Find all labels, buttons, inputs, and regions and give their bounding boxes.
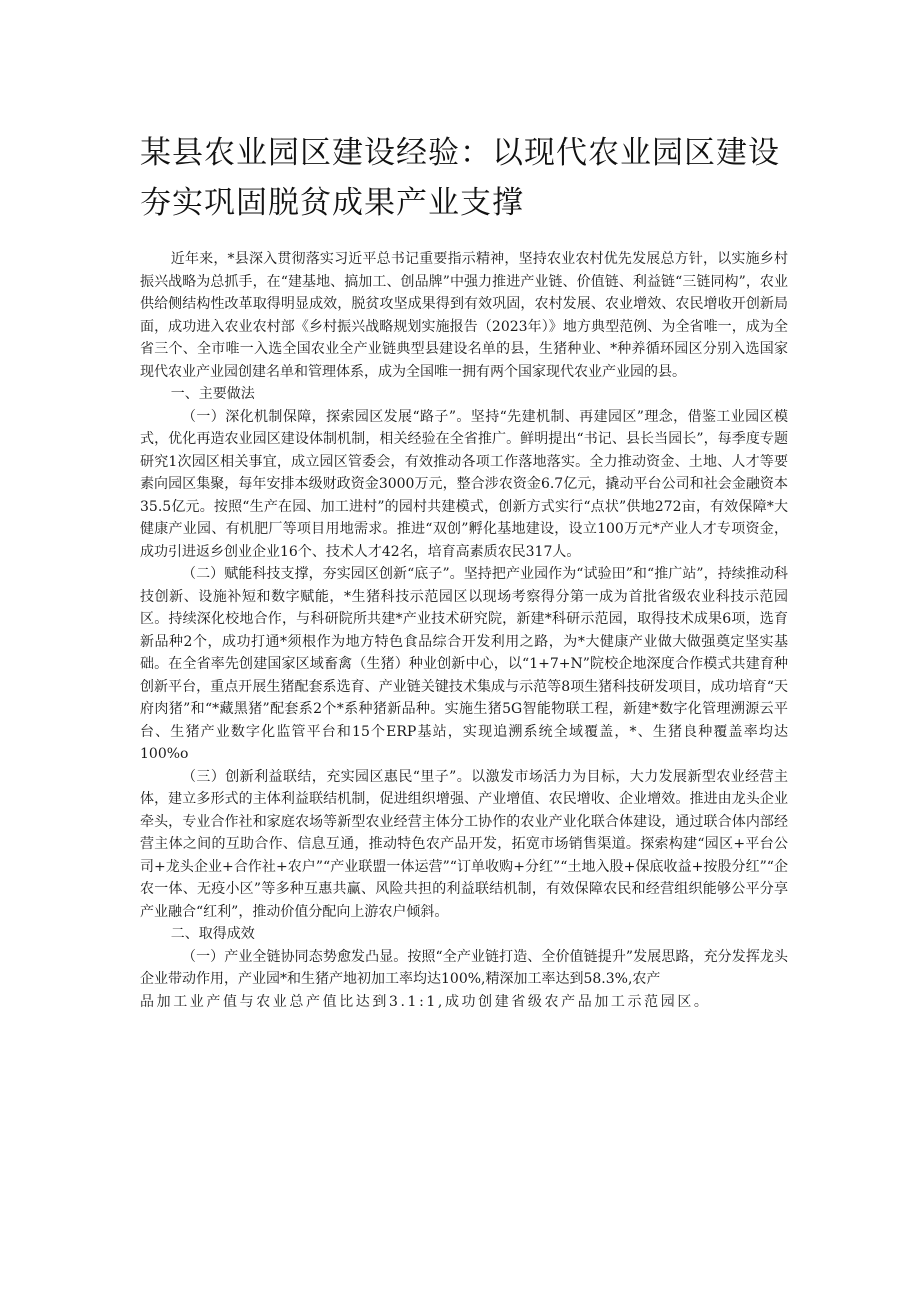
paragraph-industry-chain-last-line: 品加工业产值与农业总产值比达到3.1:1,成功创建省级农产品加工示范园区。 — [140, 993, 711, 1010]
paragraph-industry-chain: （一）产业全链协同态势愈发凸显。按照“全产业链打造、全价值链提升”发展思路，充分发挥龙头企业带动作用，产业园*和生猪产地初加工率均达100%,精深加工率达到58.3%,农产 — [140, 948, 788, 987]
intro-paragraph: 近年来，*县深入贯彻落实习近平总书记重要指示精神，坚持农业农村优先发展总方针，以实施乡村振兴战略为总抓手，在“建基地、搞加工、创品牌”中强力推进产业链、价值链、利益链“三链同构”，农业供给侧结构性改革取得明显成效，脱贫攻坚成果得到有效巩固，农村发展、农业增效、农民增收开创新局面，成功进入农业农村部《乡村振兴战略规划实施报告（2023年）》地方典型范例、为全省唯一，成为全省三个、全市唯一入选全国农业全产业链典型县建设名单的县，生猪种业、*种养循环园区分别入选国家现代农业产业园创建名单和管理体系，成为全国唯一拥有两个国家现代农业产业园的县。 — [140, 251, 788, 380]
document-title: 某县农业园区建设经验：以现代农业园区建设夯实巩固脱贫成果产业支撑 — [140, 135, 780, 221]
paragraph-mechanism: （一）深化机制保障，探索园区发展“路子”。坚持“先建机制、再建园区”理念，借鉴工业园区模式，优化再造农业园区建设体制机制，相关经验在全省推广。鲜明提出“书记、县长当园长”，每季度专题研究1次园区相关事宜，成立园区管委会，有效推动各项工作落地落实。全力推动资金、土地、人才等要素向园区集聚，每年安排本级财政资金3000万元，整合涉农资金6.7亿元，撬动平台公司和社会金融资本35.5亿元。按照“生产在园、加工进村”的园村共建模式，创新方式实行“点状”供地272亩，有效保障*大健康产业园、有机肥厂等项目用地需求。推进“双创”孵化基地建设，设立100万元*产业人才专项资金，成功引进返乡创业企业16个、技术人才42名，培育高素质农民317人。 — [140, 408, 788, 560]
section-heading-main-practices: 一、主要做法 — [170, 386, 255, 402]
paragraph-benefit-linkage: （三）创新利益联结，充实园区惠民“里子”。以激发市场活力为目标，大力发展新型农业经营主体，建立多形式的主体利益联结机制，促进组织增强、产业增值、农民增收、企业增效。推进由龙头企业牵头，专业合作社和家庭农场等新型农业经营主体分工协作的农业产业化联合体建设，通过联合体内部经营主体之间的互助合作、信息互通，推动特色农产品开发，拓宽市场销售渠道。探索构建“园区+平台公司+龙头企业+合作社+农户”“产业联盟一体运营”“订单收购+分红”“土地入股+保底收益+按股分红”“企农一体、无疫小区”等多种互惠共赢、风险共担的利益联结机制，有效保障农民和经营组织能够公平分享产业融合“红利”，推动价值分配向上游农户倾斜。 — [140, 768, 788, 920]
paragraph-technology: （二）赋能科技支撑，夯实园区创新“底子”。坚持把产业园作为“试验田”和“推广站”，持续推动科技创新、设施补短和数字赋能，*生猪科技示范园区以现场考察得分第一成为首批省级农业科技示范园区。持续深化校地合作，与科研院所共建*产业技术研究院，新建*科研示范园，取得技术成果6项，选育新品种2个，成功打通*须根作为地方特色食品综合开发利用之路，为*大健康产业做大做强奠定坚实基础。在全省率先创建国家区域畜禽（生猪）种业创新中心，以“1+7+N”院校企地深度合作模式共建育种创新平台，重点开展生猪配套系选育、产业链关键技术集成与示范等8项生猪科技研发项目，成功培育“天府肉猪”和“*藏黑猪”配套系2个*系种猪新品种。实施生猪5G智能物联工程，新建*数字化管理溯源云平台、生猪产业数字化监管平台和15个ERP基站，实现追溯系统全域覆盖，*、生猪良种覆盖率均达100%o — [140, 566, 788, 762]
section-heading-achievements: 二、取得成效 — [170, 926, 255, 942]
document-page — [140, 128, 788, 1013]
